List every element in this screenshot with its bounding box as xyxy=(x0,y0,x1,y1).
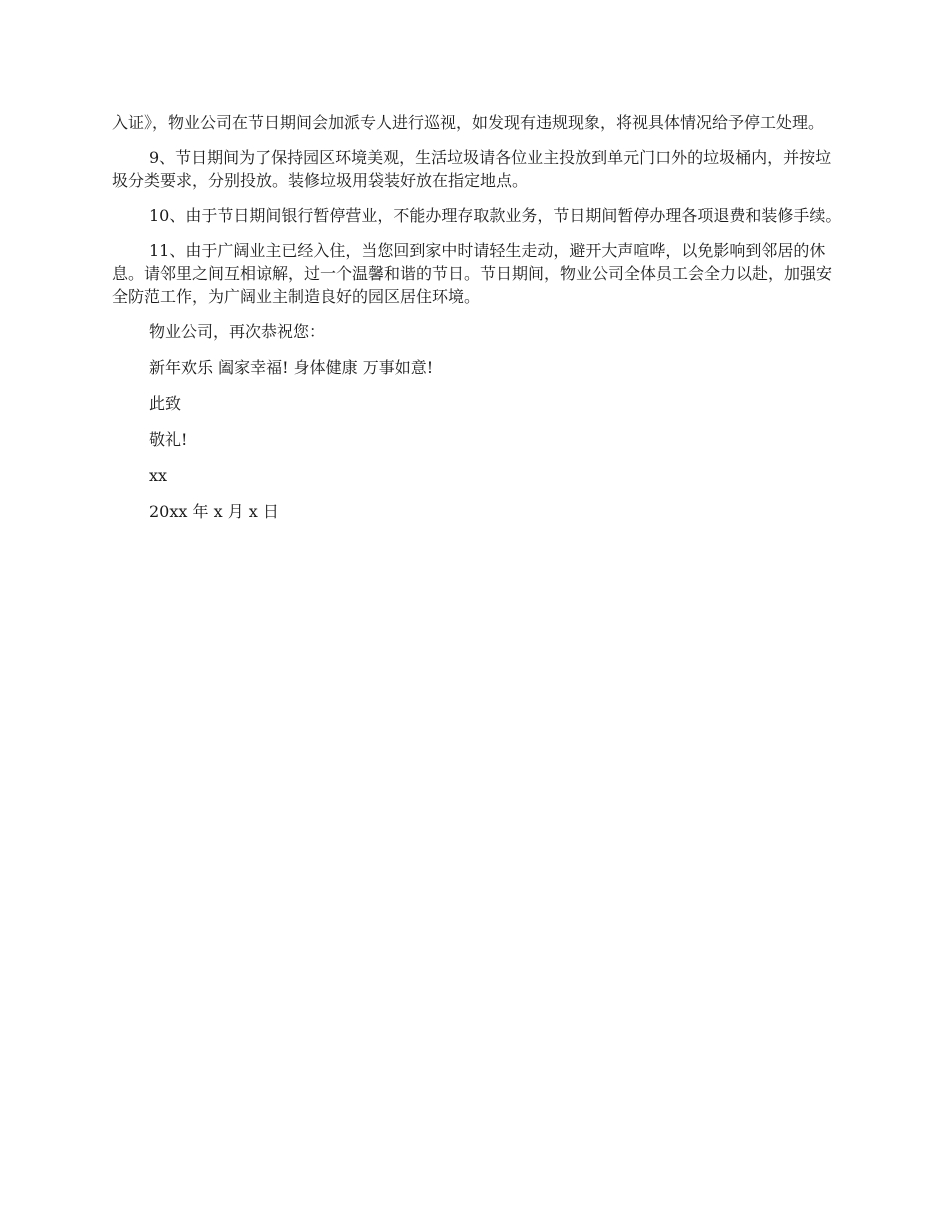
closing-respect: 敬礼! xyxy=(149,430,188,449)
signature: xx xyxy=(149,466,168,485)
paragraph-continuation: 入证》，物业公司在节日期间会加派专人进行巡视，如发现有违规现象，将视具体情况给予停工处理。 xyxy=(112,113,825,132)
closing-greeting: 物业公司，再次恭祝您： xyxy=(149,322,326,341)
paragraph-item-10: 10、由于节日期间银行暂停营业，不能办理存取款业务，节日期间暂停办理各项退费和装修手续。 xyxy=(149,206,842,225)
paragraph-item-11: 11、由于广阔业主已经入住，当您回到家中时请轻生走动，避开大声喧哗，以免影响到邻居的休息。请邻里之间互相谅解，过一个温馨和谐的节日。节日期间，物业公司全体员工会全力以赴，加强安全防范工作，为广阔业主制造良好的园区居住环境。 xyxy=(112,241,833,306)
date-line: 20xx 年 x 月 x 日 xyxy=(149,502,279,521)
closing-wishes: 新年欢乐 阖家幸福! 身体健康 万事如意! xyxy=(149,358,434,377)
closing-salutation: 此致 xyxy=(149,394,182,413)
paragraph-item-9: 9、节日期间为了保持园区环境美观，生活垃圾请各位业主投放到单元门口外的垃圾桶内，并按垃圾分类要求，分别投放。装修垃圾用袋装好放在指定地点。 xyxy=(112,148,832,190)
document-body xyxy=(112,111,842,536)
